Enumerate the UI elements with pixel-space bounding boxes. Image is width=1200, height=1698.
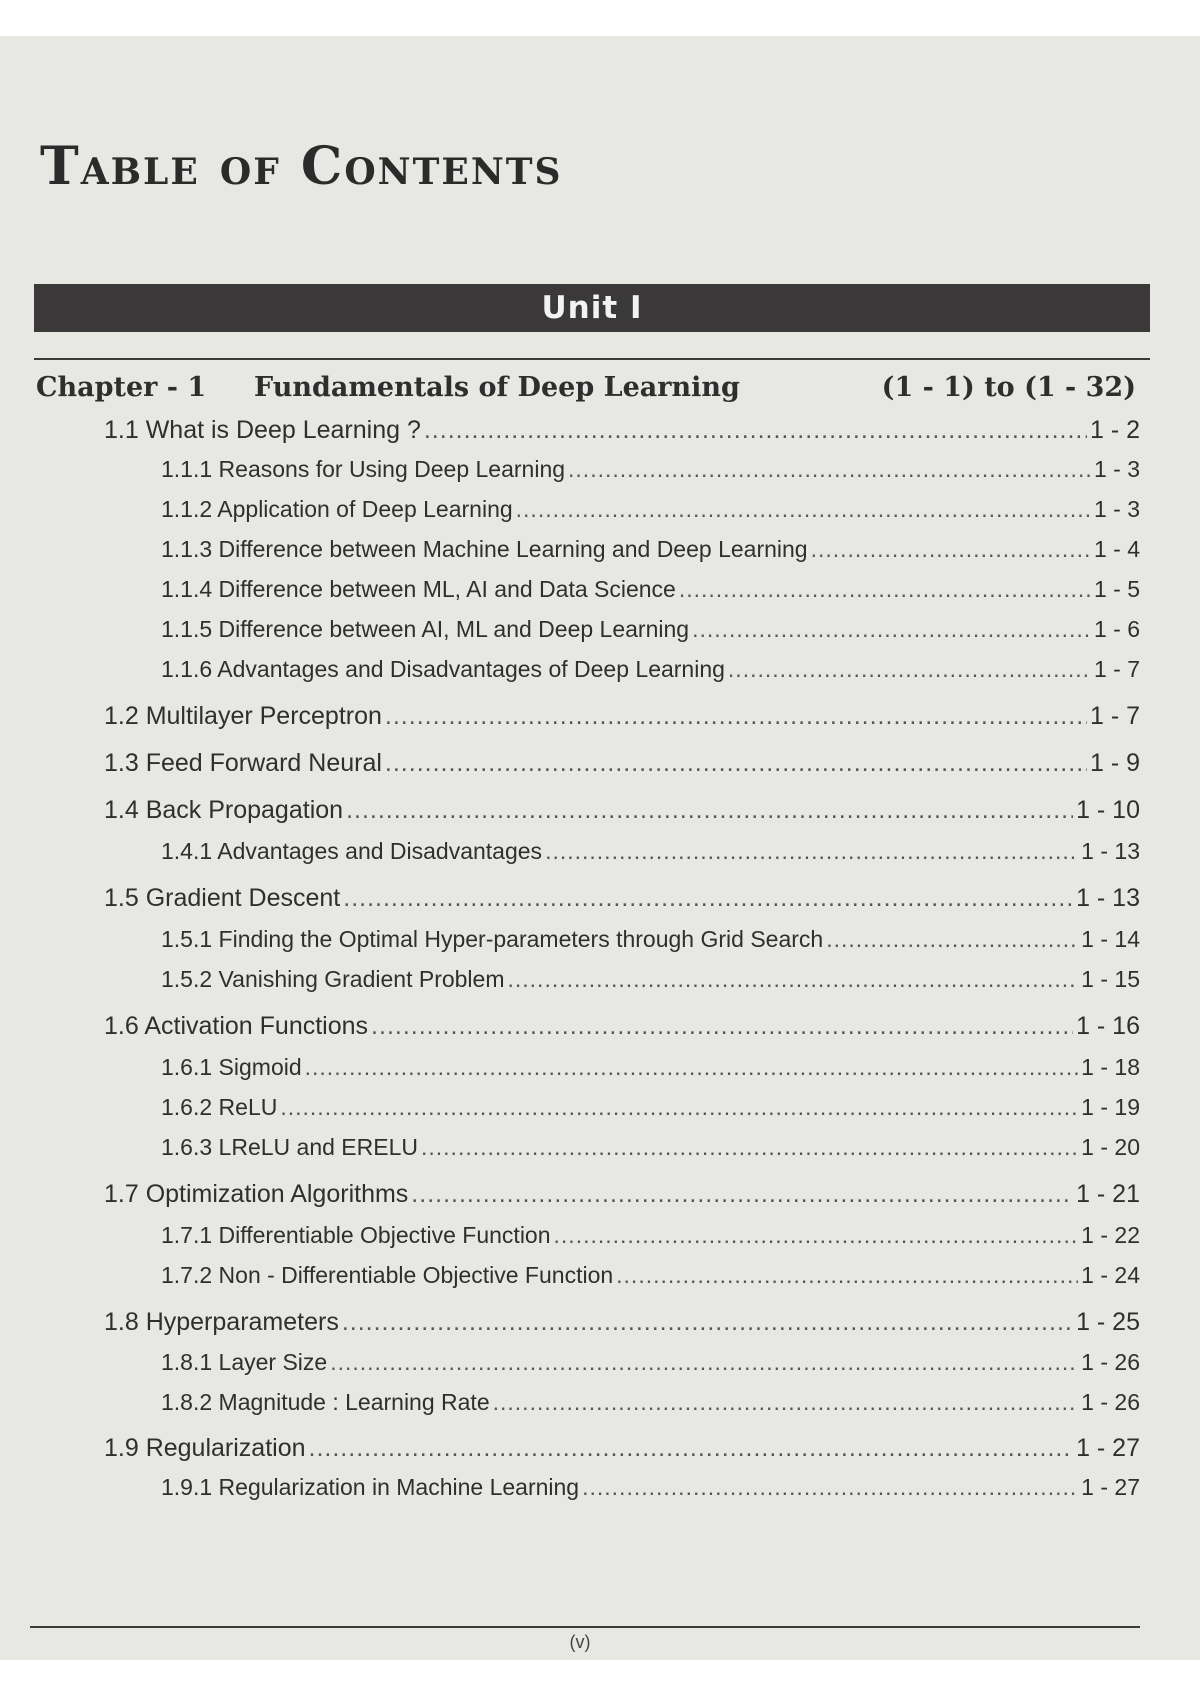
toc-entry: [104, 1434, 1140, 1463]
toc-entry: [161, 966, 1140, 993]
dot-leader: [616, 1262, 1078, 1289]
toc-entry-page: 1 - 24: [1081, 1262, 1140, 1288]
toc-entry: [161, 1094, 1140, 1121]
toc-entry-page: 1 - 15: [1081, 966, 1140, 992]
page-title: Table of Contents: [40, 136, 563, 197]
toc-entry-title: 1.6.2 ReLU: [161, 1094, 278, 1120]
dot-leader: [411, 1180, 1073, 1209]
toc-entry-title: 1.1.1 Reasons for Using Deep Learning: [161, 456, 566, 482]
toc-entry-title: 1.6 Activation Functions: [104, 1012, 369, 1040]
toc-entry-page: 1 - 13: [1081, 838, 1140, 864]
dot-leader: [309, 1434, 1074, 1463]
toc-entry-title: 1.8 Hyperparameters: [104, 1308, 339, 1336]
toc-entry-title: 1.6.3 LReLU and ERELU: [161, 1134, 418, 1160]
dot-leader: [342, 1308, 1073, 1337]
toc-entry: [104, 884, 1140, 913]
toc-entry-page: 1 - 2: [1089, 416, 1140, 444]
toc-entry-page: 1 - 21: [1076, 1180, 1140, 1208]
toc-entry: [161, 1389, 1140, 1416]
toc-entry-page: 1 - 6: [1093, 616, 1140, 642]
page-sheet: [0, 36, 1200, 1660]
toc-entry: [104, 796, 1140, 825]
toc-entry-title: 1.1 What is Deep Learning ?: [104, 416, 421, 444]
toc-entry: [104, 702, 1140, 731]
unit-banner: Unit I: [34, 284, 1150, 332]
toc-entry: [161, 656, 1140, 683]
dot-leader: [346, 796, 1073, 825]
toc-entry-page: 1 - 26: [1081, 1349, 1140, 1375]
toc-entry: [161, 1054, 1140, 1081]
dot-leader: [554, 1222, 1079, 1249]
dot-leader: [508, 966, 1079, 993]
toc-entry: [161, 1262, 1140, 1289]
toc-entry-page: 1 - 3: [1093, 456, 1140, 482]
chapter-page-range: (1 - 1) to (1 - 32): [881, 372, 1136, 403]
toc-entry-page: 1 - 19: [1081, 1094, 1140, 1120]
toc-entry-title: 1.1.2 Application of Deep Learning: [161, 496, 513, 522]
toc-entry: [104, 1308, 1140, 1337]
toc-entry-page: 1 - 27: [1076, 1434, 1140, 1462]
toc-entry: [161, 926, 1140, 953]
toc-entry: [161, 1222, 1140, 1249]
toc-entry-title: 1.5 Gradient Descent: [104, 884, 341, 912]
toc-entry-page: 1 - 10: [1076, 796, 1140, 824]
toc-entry: [161, 616, 1140, 643]
toc-entry-page: 1 - 4: [1093, 536, 1140, 562]
toc-entry-title: 1.5.1 Finding the Optimal Hyper-parameters through Grid Search: [161, 926, 824, 952]
toc-entry-title: 1.8.1 Layer Size: [161, 1349, 328, 1375]
toc-entry-list: [0, 36, 1200, 1660]
footer-divider: [30, 1626, 1140, 1628]
toc-entry-title: 1.7 Optimization Algorithms: [104, 1180, 409, 1208]
toc-entry-title: 1.1.5 Difference between AI, ML and Deep Learning: [161, 616, 690, 642]
chapter-title: Fundamentals of Deep Learning: [254, 372, 740, 403]
toc-entry-page: 1 - 16: [1076, 1012, 1140, 1040]
dot-leader: [692, 616, 1091, 643]
toc-entry: [161, 576, 1140, 603]
toc-entry-page: 1 - 14: [1081, 926, 1140, 952]
dot-leader: [582, 1474, 1078, 1501]
toc-entry-title: 1.4 Back Propagation: [104, 796, 344, 824]
toc-entry-title: 1.7.2 Non - Differentiable Objective Function: [161, 1262, 614, 1288]
toc-entry-title: 1.1.3 Difference between Machine Learning and Deep Learning: [161, 536, 808, 562]
chapter-label: Chapter - 1: [36, 372, 207, 403]
toc-entry-page: 1 - 26: [1081, 1389, 1140, 1415]
toc-entry-title: 1.2 Multilayer Perceptron: [104, 702, 382, 730]
dot-leader: [343, 884, 1073, 913]
toc-entry-title: 1.6.1 Sigmoid: [161, 1054, 302, 1080]
dot-leader: [371, 1012, 1073, 1041]
dot-leader: [568, 456, 1091, 483]
dot-leader: [679, 576, 1091, 603]
dot-leader: [385, 702, 1087, 731]
dot-leader: [421, 1134, 1078, 1161]
toc-entry: [104, 1180, 1140, 1209]
toc-entry: [161, 536, 1140, 563]
toc-entry-title: 1.1.4 Difference between ML, AI and Data Science: [161, 576, 676, 602]
toc-entry-page: 1 - 9: [1089, 749, 1140, 777]
toc-entry-page: 1 - 20: [1081, 1134, 1140, 1160]
dot-leader: [330, 1349, 1078, 1376]
toc-entry: [161, 496, 1140, 523]
toc-entry-page: 1 - 25: [1076, 1308, 1140, 1336]
toc-entry-title: 1.3 Feed Forward Neural: [104, 749, 382, 777]
toc-entry-title: 1.1.6 Advantages and Disadvantages of Deep Learning: [161, 656, 725, 682]
dot-leader: [516, 496, 1091, 523]
toc-entry-title: 1.4.1 Advantages and Disadvantages: [161, 838, 543, 864]
toc-entry-page: 1 - 22: [1081, 1222, 1140, 1248]
toc-entry-title: 1.5.2 Vanishing Gradient Problem: [161, 966, 505, 992]
dot-leader: [728, 656, 1091, 683]
toc-entry-page: 1 - 18: [1081, 1054, 1140, 1080]
toc-entry: [161, 1134, 1140, 1161]
toc-entry-page: 1 - 3: [1093, 496, 1140, 522]
dot-leader: [811, 536, 1091, 563]
dot-leader: [545, 838, 1078, 865]
dot-leader: [280, 1094, 1078, 1121]
toc-entry: [104, 1012, 1140, 1041]
toc-entry: [104, 416, 1140, 445]
dot-leader: [385, 749, 1087, 778]
dot-leader: [305, 1054, 1079, 1081]
dot-leader: [493, 1389, 1079, 1416]
toc-entry: [161, 1349, 1140, 1376]
toc-entry-page: 1 - 5: [1093, 576, 1140, 602]
page-number: (v): [569, 1632, 591, 1652]
toc-entry-title: 1.9.1 Regularization in Machine Learning: [161, 1474, 580, 1500]
dot-leader: [826, 926, 1078, 953]
toc-entry-title: 1.9 Regularization: [104, 1434, 306, 1462]
toc-entry-page: 1 - 27: [1081, 1474, 1140, 1500]
toc-entry: [161, 838, 1140, 865]
toc-entry-page: 1 - 7: [1093, 656, 1140, 682]
toc-entry-page: 1 - 7: [1089, 702, 1140, 730]
toc-entry: [161, 1474, 1140, 1501]
toc-entry: [161, 456, 1140, 483]
toc-entry-title: 1.7.1 Differentiable Objective Function: [161, 1222, 551, 1248]
toc-entry-title: 1.8.2 Magnitude : Learning Rate: [161, 1389, 490, 1415]
toc-entry: [104, 749, 1140, 778]
dot-leader: [424, 416, 1087, 445]
toc-entry-page: 1 - 13: [1076, 884, 1140, 912]
